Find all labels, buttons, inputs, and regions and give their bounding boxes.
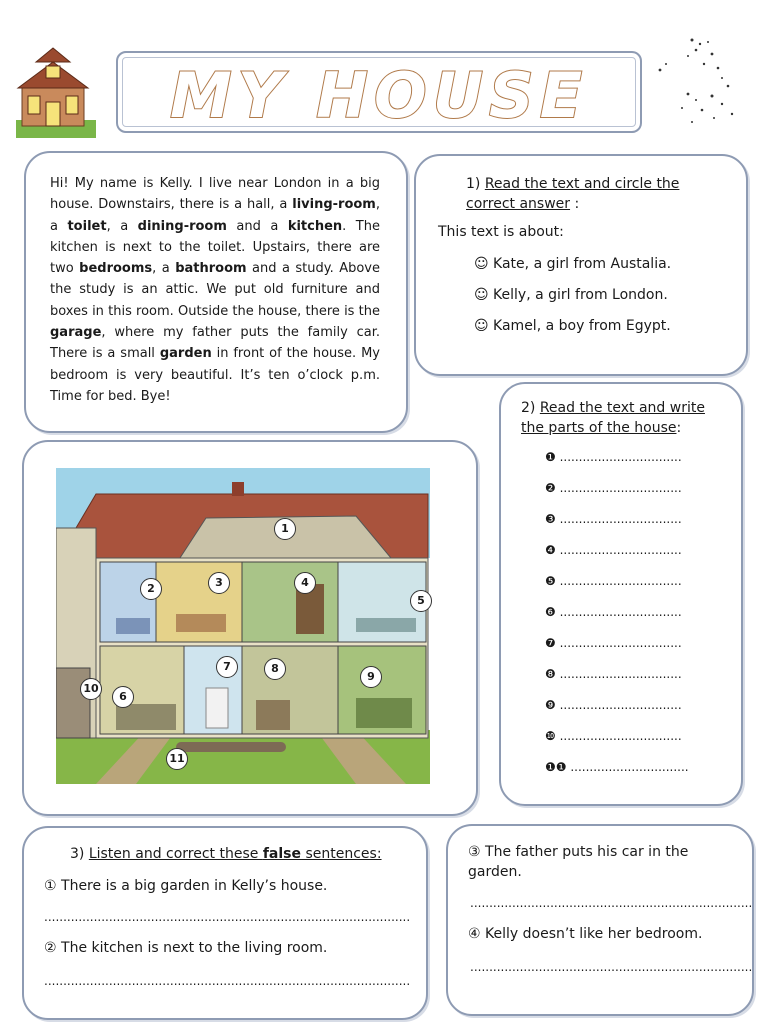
- dotted-line: ................................: [559, 450, 682, 464]
- room-number-label: 9: [360, 666, 382, 688]
- number-badge: ❶: [545, 450, 560, 464]
- story-segment: , a: [152, 261, 176, 277]
- question-1-options: [474, 256, 671, 349]
- heading-colon: :: [570, 196, 580, 212]
- sentence-text: The kitchen is next to the living room.: [61, 940, 328, 956]
- answer-line-4[interactable]: ..........................................................................: [470, 960, 753, 974]
- dotted-line: ................................: [559, 481, 682, 495]
- story-keyword: dining-room: [137, 218, 227, 234]
- answer-line[interactable]: [545, 667, 682, 681]
- question-1-instruction: Read the text and circle the correct answer: [466, 176, 680, 212]
- question-2-heading: [521, 398, 725, 438]
- number-badge: ❸: [545, 512, 560, 526]
- title-banner: [116, 51, 642, 133]
- question-3-instruction: [89, 846, 382, 862]
- question-number: 1): [466, 176, 481, 192]
- story-segment: and a: [226, 218, 288, 234]
- answer-line[interactable]: [545, 698, 682, 712]
- room-number-label: 6: [112, 686, 134, 708]
- sentence-text: Kelly doesn’t like her bedroom.: [485, 926, 703, 942]
- number-badge: ❻: [545, 605, 560, 619]
- room-number-label: 4: [294, 572, 316, 594]
- room-number-label: 5: [410, 590, 432, 612]
- dotted-line: ................................: [559, 543, 682, 557]
- question-1-prompt: This text is about:: [438, 224, 564, 240]
- picture-box: [22, 440, 478, 816]
- number-badge: ❶❶: [545, 760, 571, 774]
- answer-line[interactable]: [545, 543, 682, 557]
- dotted-line: ...............................: [570, 760, 689, 774]
- heading-colon: :: [676, 420, 682, 436]
- question-number: 2): [521, 400, 536, 416]
- dotted-line: ................................: [559, 605, 682, 619]
- story-keyword: kitchen: [287, 218, 343, 234]
- question-1-box: [414, 154, 748, 376]
- room-number-label: 3: [208, 572, 230, 594]
- story-keyword: bedrooms: [79, 261, 153, 277]
- answer-line[interactable]: [545, 574, 682, 588]
- dotted-line: ................................: [559, 512, 682, 526]
- number-badge: ❽: [545, 667, 560, 681]
- answer-line[interactable]: [545, 450, 682, 464]
- story-segment: in front of the house. My bedroom is very beautiful. It’s ten o’clock p.m. Time for bed. Bye!: [50, 346, 380, 404]
- story-keyword: bathroom: [175, 261, 247, 277]
- sentence-2: [44, 940, 327, 956]
- house-cross-section: [56, 468, 430, 784]
- question-3-continued-box: [446, 824, 754, 1016]
- room-number-label: 8: [264, 658, 286, 680]
- dotted-line: ................................: [559, 636, 682, 650]
- sentence-text: There is a big garden in Kelly’s house.: [61, 878, 328, 894]
- answer-option[interactable]: [474, 256, 671, 287]
- sparkle-decoration: [652, 34, 752, 130]
- story-segment: and a study. Above the study is an attic. We put old furniture and boxes in this room. Outside the house, there is the: [50, 261, 380, 319]
- number-badge: ❾: [545, 698, 560, 712]
- story-segment: Hi! My name is Kelly. I live near London in a big house. Downstairs, there is a hall, a: [50, 176, 380, 213]
- number-badge: ❺: [545, 574, 560, 588]
- story-segment: , where my father puts the family car. There is a small: [50, 325, 380, 362]
- answer-option[interactable]: [474, 318, 671, 349]
- number-badge: ❼: [545, 636, 560, 650]
- story-segment: , a: [50, 197, 380, 234]
- room-number-label: 7: [216, 656, 238, 678]
- sentence-4: [468, 926, 702, 942]
- number-badge: ❿: [545, 729, 560, 743]
- story-text: [50, 173, 380, 407]
- answer-line-3[interactable]: ..........................................................................: [470, 896, 753, 910]
- answer-line[interactable]: [545, 760, 689, 774]
- dotted-line: ................................: [559, 574, 682, 588]
- page-title: MY HOUSE: [169, 59, 589, 132]
- sentence-number: ③: [468, 844, 481, 860]
- dotted-line: ................................: [559, 729, 682, 743]
- answer-option-text: Kamel, a boy from Egypt.: [493, 318, 671, 334]
- answer-option[interactable]: [474, 287, 671, 318]
- question-2-instruction: Read the text and write the parts of the house: [521, 400, 705, 436]
- dotted-line: ................................: [559, 698, 682, 712]
- sentence-text: The father puts his car in the garden.: [468, 844, 689, 880]
- heading-part: Listen and correct these: [88, 846, 263, 862]
- sentence-number: ②: [44, 940, 57, 956]
- question-3-heading: [70, 846, 382, 862]
- sentence-1: [44, 878, 327, 894]
- story-segment: . The kitchen is next to the toilet. Upstairs, there are two: [50, 218, 380, 277]
- story-box: [24, 151, 408, 433]
- question-3-box: [22, 826, 428, 1020]
- room-number-label: 2: [140, 578, 162, 600]
- answer-line[interactable]: [545, 636, 682, 650]
- question-2-box: [499, 382, 743, 806]
- sentence-number: ④: [468, 926, 481, 942]
- question-number: 3): [70, 846, 85, 862]
- sentence-3: [468, 842, 738, 882]
- story-keyword: toilet: [67, 218, 107, 234]
- smiley-icon: ☺: [474, 287, 494, 303]
- sentence-number: ①: [44, 878, 57, 894]
- number-badge: ❷: [545, 481, 560, 495]
- story-keyword: living-room: [292, 197, 376, 213]
- answer-line[interactable]: [545, 512, 682, 526]
- dotted-line: ................................: [559, 667, 682, 681]
- heading-part: sentences:: [301, 846, 382, 862]
- number-badge: ❹: [545, 543, 560, 557]
- answer-option-text: Kate, a girl from Austalia.: [493, 256, 672, 272]
- answer-line-2[interactable]: ................................................................................................: [44, 974, 411, 988]
- story-keyword: garden: [159, 346, 212, 362]
- story-keyword: garage: [50, 325, 102, 341]
- room-number-label: 10: [80, 678, 102, 700]
- answer-option-text: Kelly, a girl from London.: [493, 287, 668, 303]
- room-number-label: 1: [274, 518, 296, 540]
- answer-line-1[interactable]: ................................................................................................: [44, 910, 411, 924]
- story-segment: , a: [106, 218, 138, 234]
- smiley-icon: ☺: [474, 256, 494, 272]
- heading-bold-word: false: [262, 846, 302, 862]
- answer-line[interactable]: [545, 481, 682, 495]
- answer-line[interactable]: [545, 605, 682, 619]
- smiley-icon: ☺: [474, 318, 494, 334]
- question-1-heading: [466, 174, 726, 214]
- room-number-label: 11: [166, 748, 188, 770]
- house-icon: [16, 44, 98, 140]
- answer-line[interactable]: [545, 729, 682, 743]
